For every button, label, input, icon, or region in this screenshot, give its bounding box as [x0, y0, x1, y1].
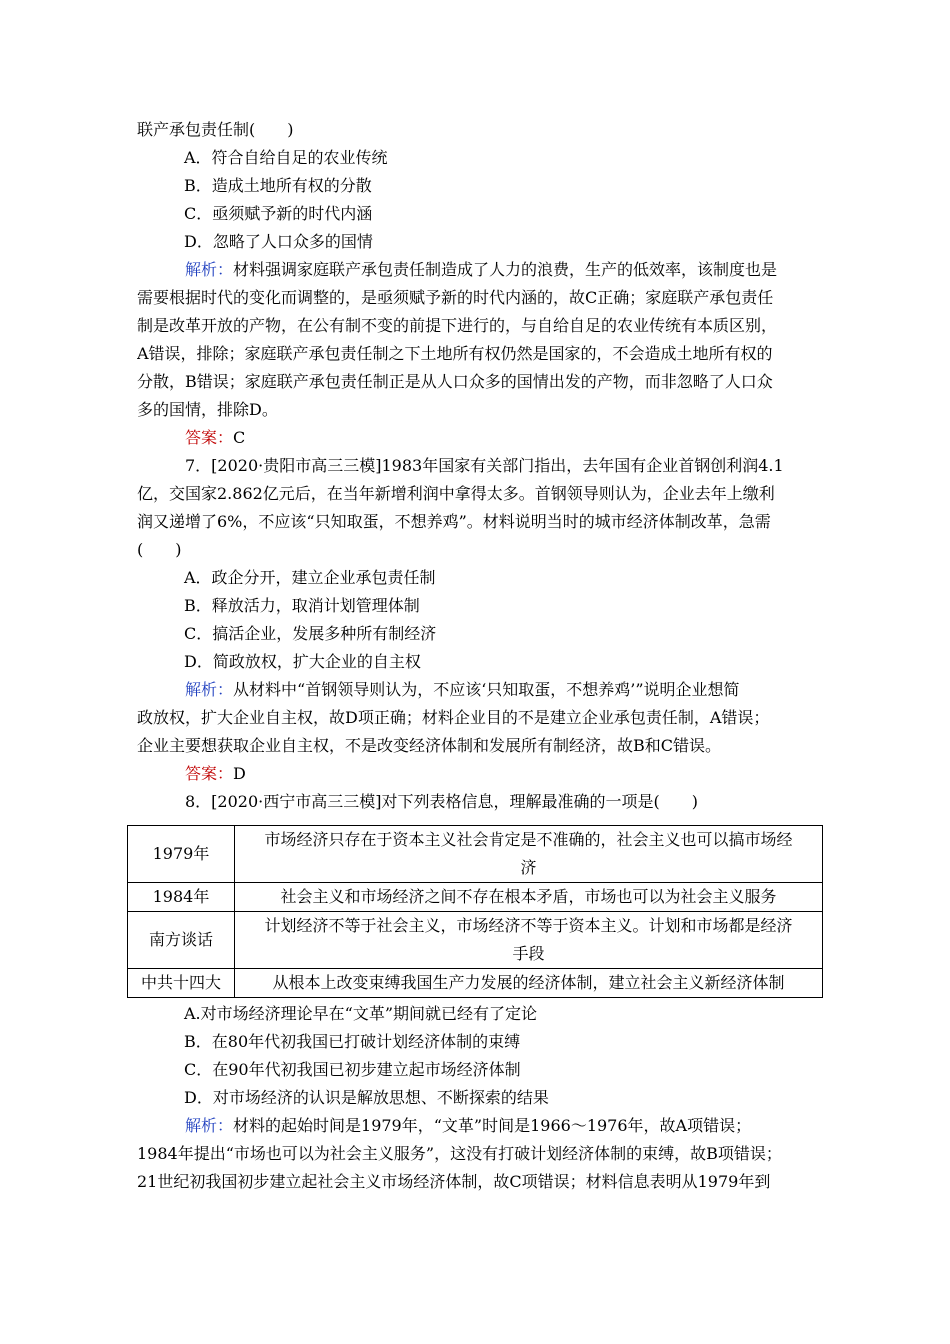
- q7-analysis-line: 解析：从材料中“首钢领导则认为，不应该‘只知取蛋，不想养鸡’”说明企业想简: [185, 680, 740, 699]
- q6-option-c: C．亟须赋予新的时代内涵: [184, 204, 373, 223]
- q8-option-b: B．在80年代初我国已打破计划经济体制的束缚: [184, 1032, 521, 1051]
- table-row: [128, 883, 823, 912]
- table-content-cell: 从根本上改变束缚我国生产力发展的经济体制，建立社会主义新经济体制: [235, 969, 823, 998]
- q8-analysis-line: 解析：材料的起始时间是1979年，“文革”时间是1966～1976年，故A项错误；: [185, 1116, 752, 1135]
- analysis-label: 解析：: [185, 260, 234, 279]
- q6-analysis-line: 需要根据时代的变化而调整的，是亟须赋予新的时代内涵的，故C正确；家庭联产承包责任: [137, 288, 774, 307]
- q7-answer: [137, 760, 822, 788]
- q7-analysis-line: 企业主要想获取企业自主权，不是改变经济体制和发展所有制经济，故B和C错误。: [137, 736, 722, 755]
- q6-analysis-line: 解析：材料强调家庭联产承包责任制造成了人力的浪费，生产的低效率，该制度也是: [185, 260, 778, 279]
- answer-value: D: [233, 764, 246, 783]
- q8-info-table: [127, 825, 823, 998]
- q6-option-b: B．造成土地所有权的分散: [184, 176, 372, 195]
- q6-analysis-line: 多的国情，排除D。: [137, 400, 278, 419]
- q8-analysis-line: 21世纪初我国初步建立起社会主义市场经济体制，故C项错误；材料信息表明从1979年到: [137, 1172, 771, 1191]
- q8-option-a: A.对市场经济理论早在“文革”期间就已经有了定论: [184, 1004, 538, 1023]
- table-row: [128, 826, 823, 883]
- table-year-cell: 中共十四大: [128, 969, 235, 998]
- q6-answer: [137, 424, 822, 452]
- q6-option-a: A．符合自给自足的农业传统: [184, 148, 388, 167]
- table-row: [128, 912, 823, 969]
- q8-analysis-line: 1984年提出“市场也可以为社会主义服务”，这没有打破计划经济体制的束缚，故B项错误；: [137, 1144, 782, 1163]
- table-content-cell: 计划经济不等于社会主义，市场经济不等于资本主义。计划和市场都是经济 手段: [235, 912, 823, 969]
- table-content-cell: 社会主义和市场经济之间不存在根本矛盾，市场也可以为社会主义服务: [235, 883, 823, 912]
- q6-analysis-line: A错误，排除；家庭联产承包责任制之下土地所有权仍然是国家的，不会造成土地所有权的: [137, 344, 773, 363]
- q6-analysis-line: 分散，B错误；家庭联产承包责任制正是从人口众多的国情出发的产物，而非忽略了人口众: [137, 372, 773, 391]
- q6-stem-tail: 联产承包责任制( ): [137, 120, 294, 139]
- table-content-cell: 市场经济只存在于资本主义社会肯定是不准确的，社会主义也可以搞市场经 济: [235, 826, 823, 883]
- q8-stem: 8．[2020·西宁市高三三模]对下列表格信息，理解最准确的一项是( ): [185, 792, 698, 811]
- q7-stem-line: 润又递增了6%，不应该“只知取蛋，不想养鸡”。材料说明当时的城市经济体制改革，急需: [137, 512, 771, 531]
- q7-option-d: D．简政放权，扩大企业的自主权: [184, 652, 421, 671]
- document-content: [137, 116, 822, 1196]
- answer-label: 答案：: [185, 428, 234, 447]
- q7-option-a: A．政企分开，建立企业承包责任制: [184, 568, 436, 587]
- q6-option-d: D．忽略了人口众多的国情: [184, 232, 373, 251]
- answer-label: 答案：: [185, 764, 234, 783]
- q7-option-b: B．释放活力，取消计划管理体制: [184, 596, 420, 615]
- q7-stem-line: ( ): [137, 540, 182, 559]
- table-row: [128, 969, 823, 998]
- q7-stem-line: 7．[2020·贵阳市高三三模]1983年国家有关部门指出，去年国有企业首钢创利润4.1: [185, 456, 784, 475]
- analysis-label: 解析：: [185, 1116, 234, 1135]
- q6-analysis-line: 制是改革开放的产物，在公有制不变的前提下进行的，与自给自足的农业传统有本质区别，: [137, 316, 778, 335]
- analysis-label: 解析：: [185, 680, 234, 699]
- table-year-cell: 1984年: [128, 883, 235, 912]
- table-year-cell: 南方谈话: [128, 912, 235, 969]
- q7-option-c: C．搞活企业，发展多种所有制经济: [184, 624, 437, 643]
- q8-option-d: D．对市场经济的认识是解放思想、不断探索的结果: [184, 1088, 549, 1107]
- answer-value: C: [233, 428, 246, 447]
- q7-stem-line: 亿，交国家2.862亿元后，在当年新增利润中拿得太多。首钢领导则认为，企业去年上缴利: [137, 484, 775, 503]
- table-year-cell: 1979年: [128, 826, 235, 883]
- q8-option-c: C．在90年代初我国已初步建立起市场经济体制: [184, 1060, 521, 1079]
- q7-analysis-line: 政放权，扩大企业自主权，故D项正确；材料企业目的不是建立企业承包责任制，A错误；: [137, 708, 770, 727]
